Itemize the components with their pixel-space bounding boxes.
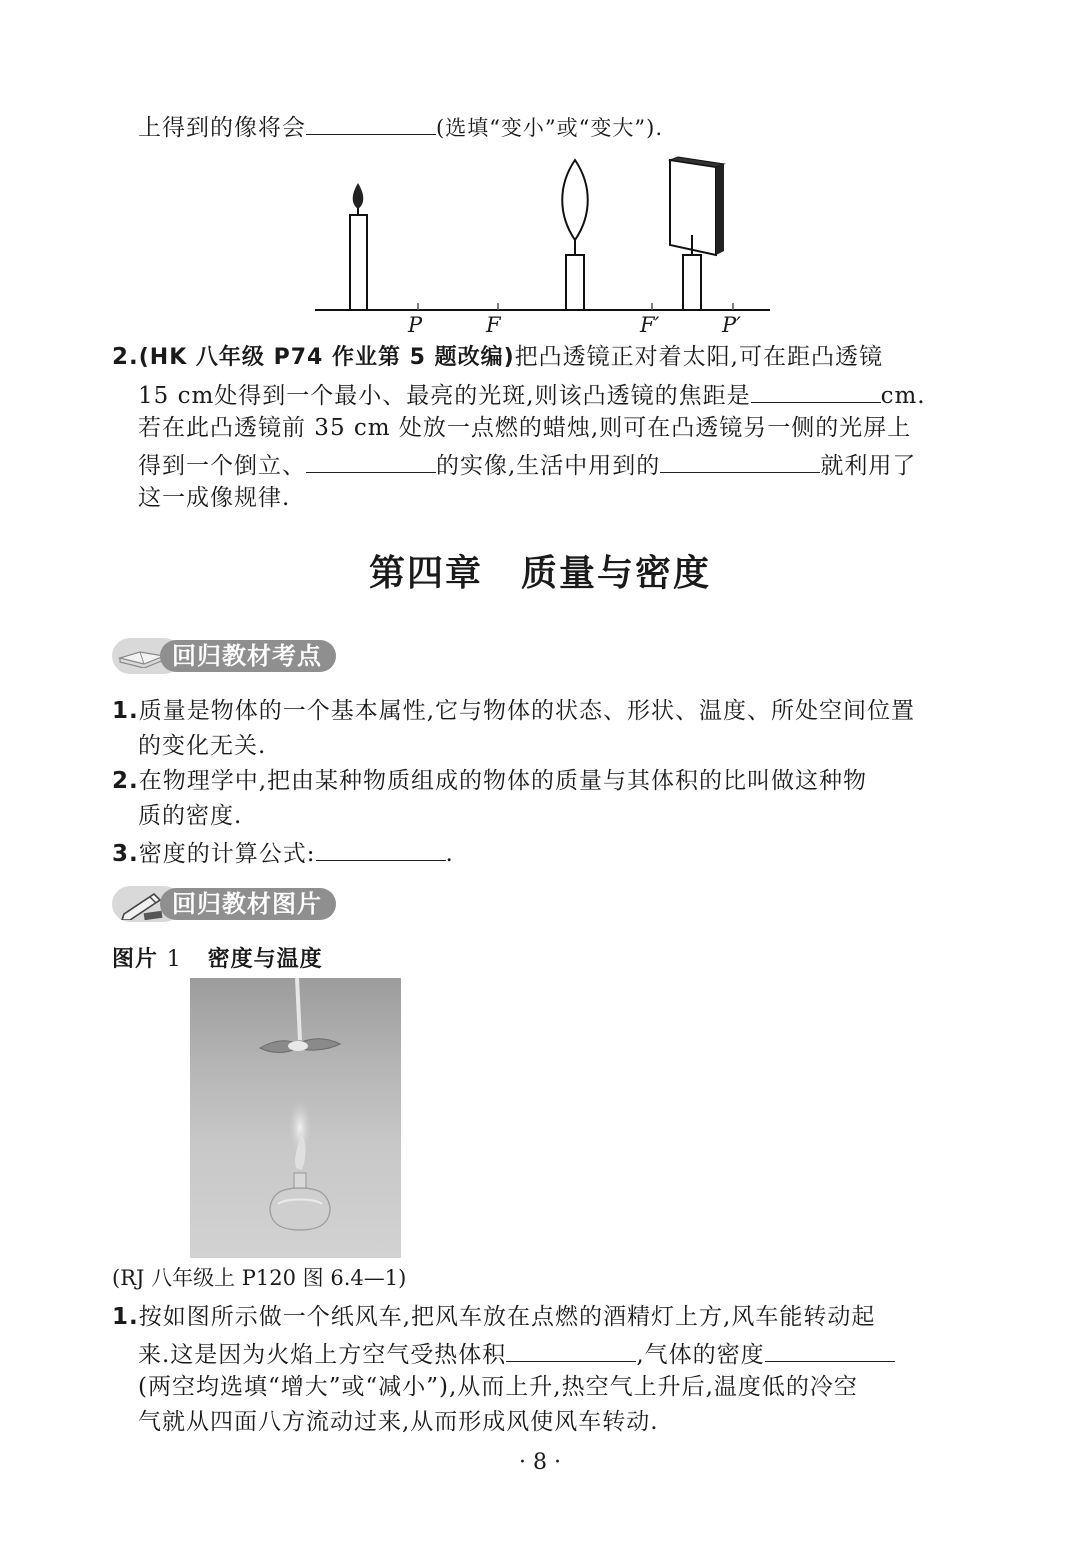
question-text: 把凸透镜正对着太阳,可在距凸透镜: [514, 344, 883, 370]
answer-blank[interactable]: [765, 1335, 895, 1362]
question-text: 15 cm处得到一个最小、最亮的光斑,则该凸透镜的焦距是: [138, 383, 751, 409]
question-text: 按如图所示做一个纸风车,把风车放在点燃的酒精灯上方,风车能转动起: [138, 1304, 876, 1330]
point-text: 质量是物体的一个基本属性,它与物体的状态、形状、温度、所处空间位置: [138, 698, 916, 724]
chapter-title: 第四章 质量与密度: [368, 552, 711, 594]
point-text: .: [445, 841, 454, 867]
question-source: (HK 八年级 P74 作业第 5 题改编): [138, 345, 515, 370]
answer-blank[interactable]: [316, 834, 446, 861]
label-f: F: [486, 313, 501, 337]
prev-question-hint: (选填“变小”或“变大”).: [436, 116, 664, 140]
question-text: ,气体的密度: [636, 1342, 765, 1368]
picture-question-line-4: 气就从四面八方流动过来,从而形成风使风车转动.: [138, 1409, 659, 1435]
banner-label: 回归教材图片: [160, 888, 336, 920]
picture-question-line-2: [138, 1335, 895, 1372]
screen-shape: [670, 157, 724, 310]
picture-caption: (RJ 八年级上 P120 图 6.4—1): [112, 1266, 407, 1290]
picture-heading: [112, 942, 323, 973]
optical-bench-figure: [300, 155, 780, 345]
point-number: 2.: [112, 768, 139, 794]
label-p-prime: P′: [722, 313, 741, 337]
candle-shape: [350, 183, 367, 310]
label-p: P: [408, 313, 423, 337]
question-text: 来.这是因为火焰上方空气受热体积: [138, 1342, 507, 1368]
question-text: cm.: [880, 383, 926, 409]
question-2-line-5: 这一成像规律.: [138, 485, 291, 511]
picture-question-line-1: [112, 1300, 875, 1334]
lens-shape: [562, 160, 588, 310]
point-text: 在物理学中,把由某种物质组成的物体的质量与其体积的比叫做这种物: [138, 768, 868, 794]
pinwheel-photo: [190, 978, 401, 1258]
answer-blank[interactable]: [660, 446, 820, 473]
pencil-icon: [118, 890, 166, 920]
picture-heading-number: 1: [166, 947, 182, 972]
picture-heading-title: 密度与温度: [207, 947, 323, 972]
point-2-line-1: [112, 764, 867, 798]
question-2-line-1: [112, 340, 883, 375]
point-1-line-2: 的变化无关.: [138, 733, 267, 759]
prev-question-text: 上得到的像将会: [138, 115, 306, 141]
answer-blank[interactable]: [306, 446, 436, 473]
answer-blank[interactable]: [306, 108, 436, 135]
answer-blank[interactable]: [506, 1335, 636, 1362]
question-number: 1.: [112, 1304, 139, 1330]
point-1-line-1: [112, 694, 915, 728]
point-2-line-2: 质的密度.: [138, 803, 243, 829]
pinwheel-over-lamp-image: [190, 978, 401, 1258]
question-text: 就利用了: [820, 453, 917, 479]
answer-blank[interactable]: [751, 376, 881, 403]
label-f-prime: F′: [640, 313, 660, 337]
point-text: 密度的计算公式:: [138, 841, 316, 867]
page-number: · 8 ·: [519, 1450, 561, 1475]
picture-heading-prefix: 图片: [112, 947, 159, 972]
point-3-line-1: [112, 834, 454, 871]
question-2-line-2: [138, 376, 926, 413]
point-number: 3.: [112, 841, 139, 867]
banner-label: 回归教材考点: [160, 640, 336, 672]
picture-question-line-3: (两空均选填“增大”或“减小”),从而上升,热空气上升后,温度低的冷空: [138, 1374, 858, 1400]
question-number: 2.: [112, 344, 139, 370]
point-number: 1.: [112, 698, 139, 724]
question-text: 的实像,生活中用到的: [436, 453, 661, 479]
prev-question-line: [138, 108, 663, 145]
open-book-icon: [118, 646, 166, 668]
question-2-line-4: [138, 446, 916, 483]
question-text: 得到一个倒立、: [138, 453, 306, 479]
question-2-line-3: 若在此凸透镜前 35 cm 处放一点燃的蜡烛,则可在凸透镜另一侧的光屏上: [138, 415, 912, 441]
